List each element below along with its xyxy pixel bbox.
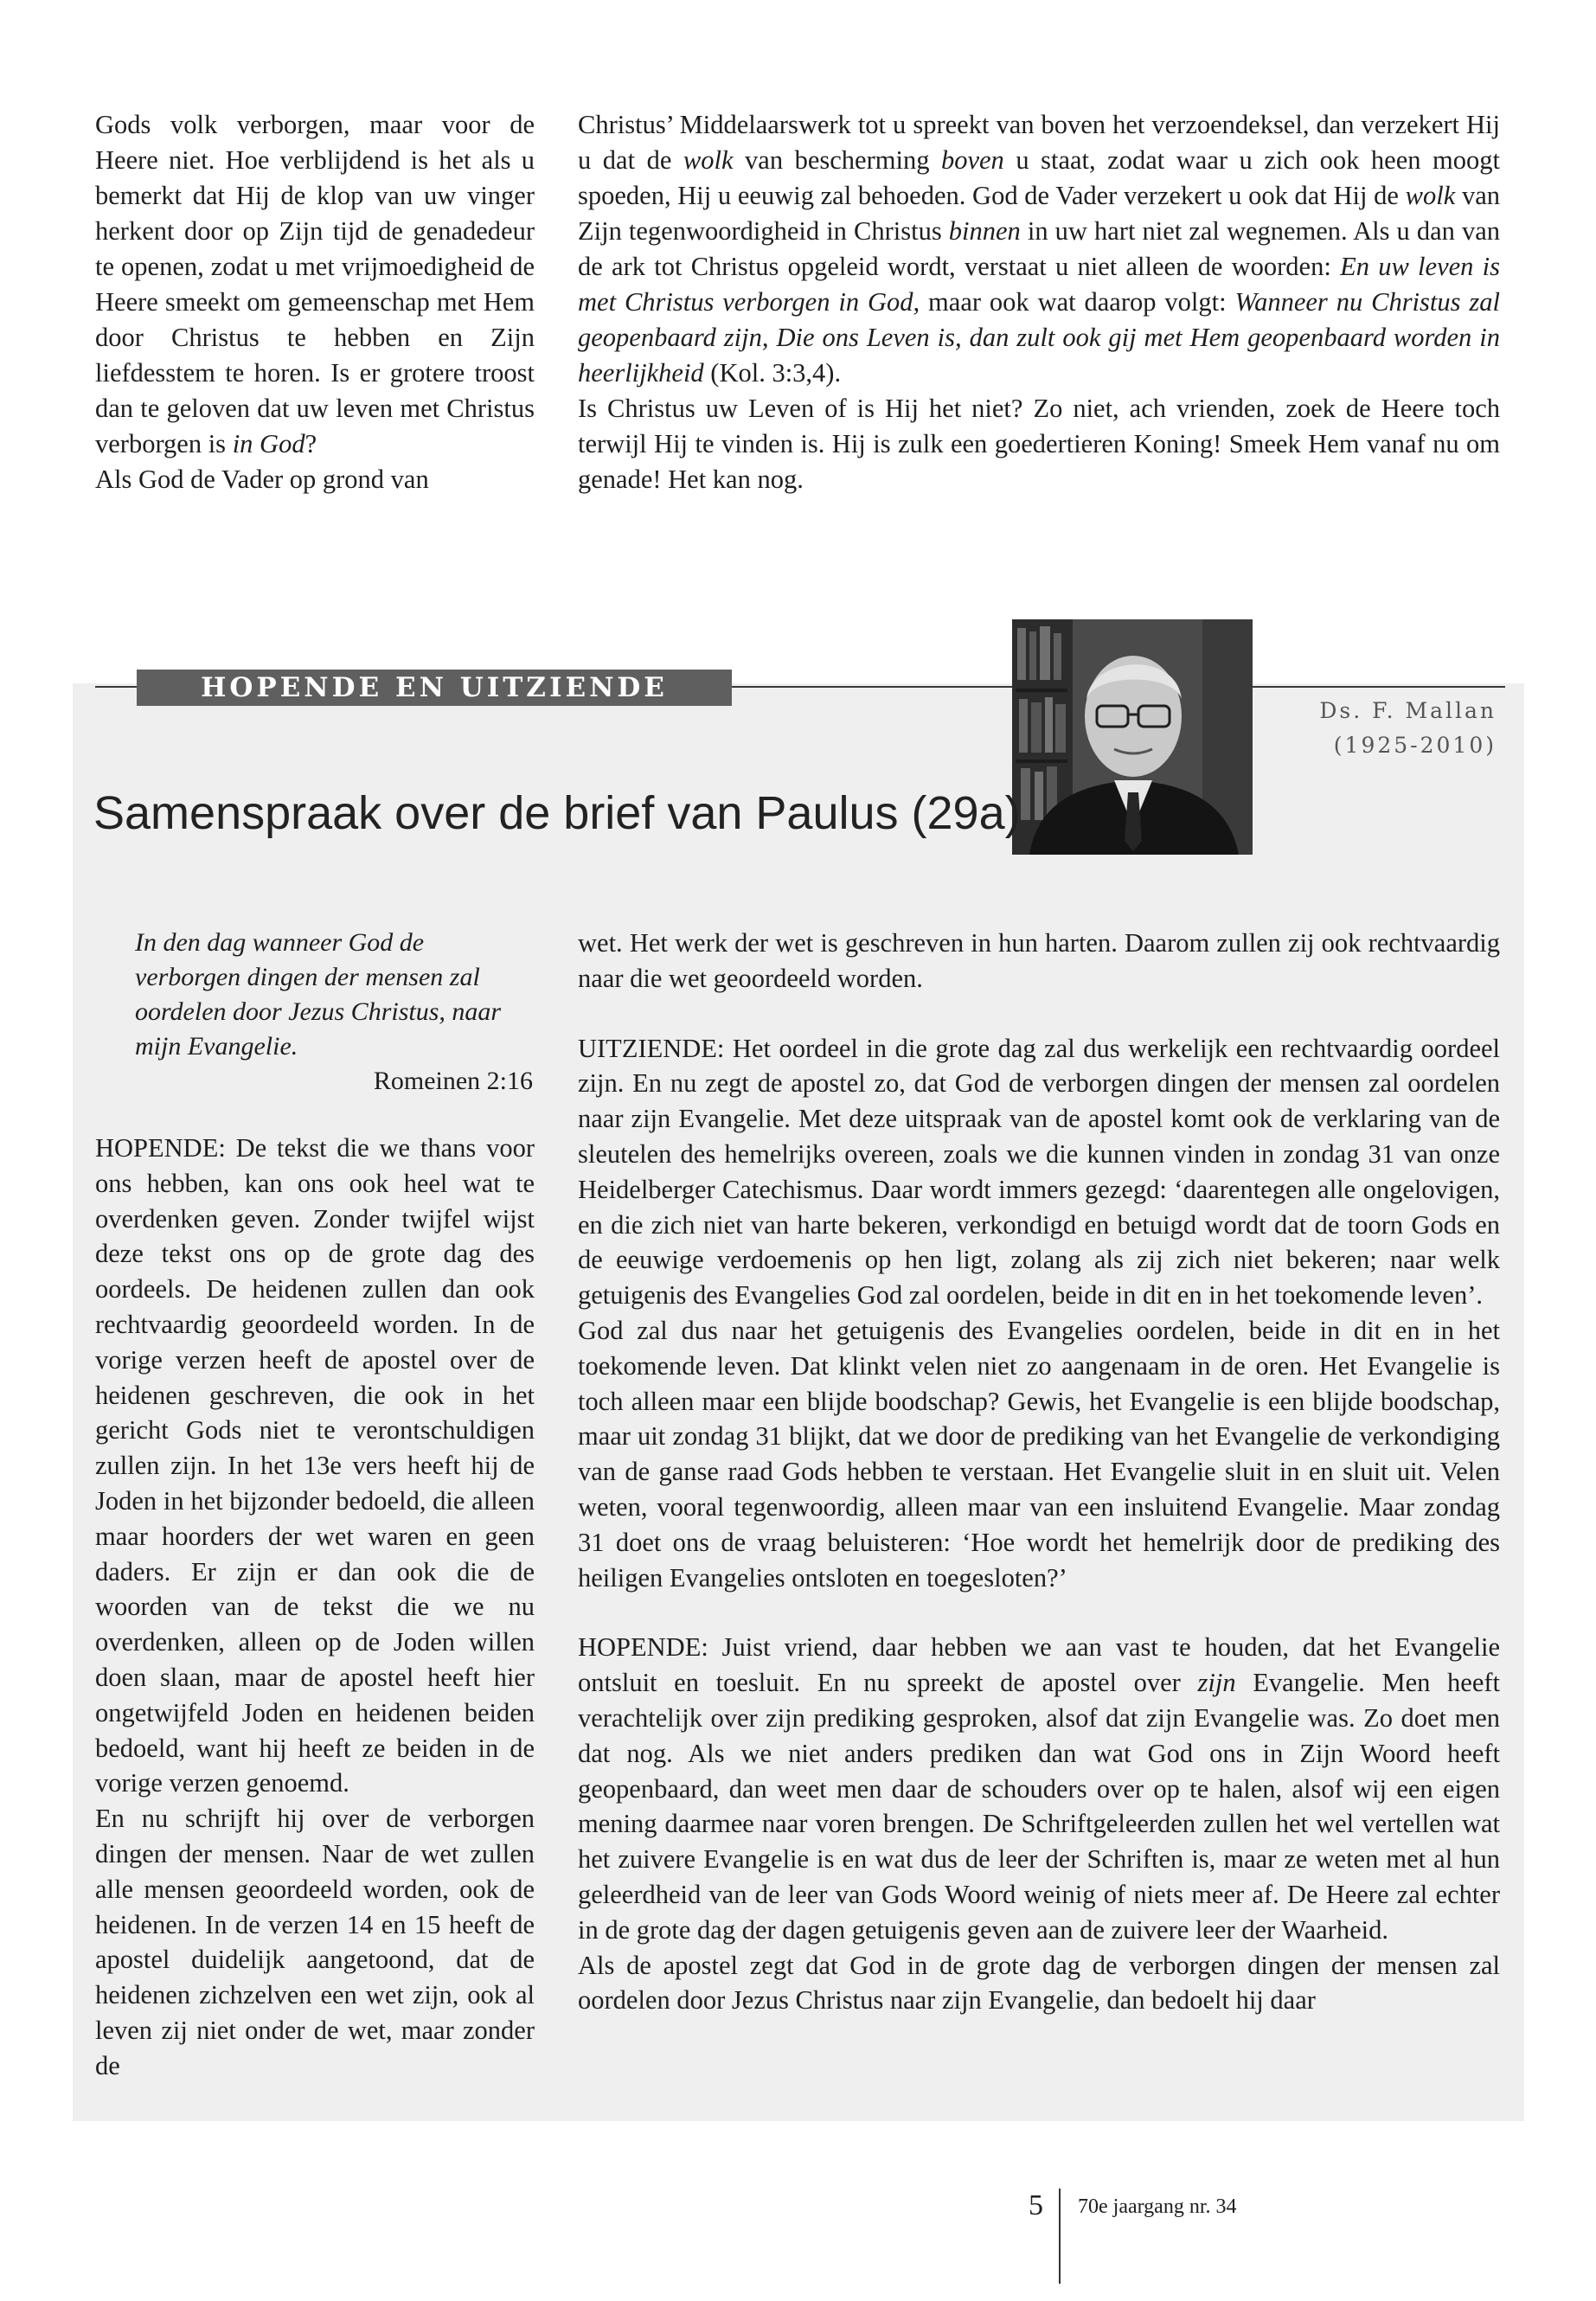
section-label: HOPENDE EN UITZIENDE	[137, 670, 732, 706]
author-portrait-photo	[1012, 619, 1253, 855]
italic-text: wolk	[1405, 181, 1456, 210]
text-run: Evangelie. Men heeft verachtelijk over zijn prediking gesproken, alsof dat zijn Evangelie was. Zo doet men dat nog. Als we niet anders prediken dan wat God ons in Zijn Woord heeft geopenbaard, dan weet men daar de schouders over op te halen, alsof wij een eigen mening daarmee naar voren brengen. De Schriftgeleerden zullen het wel vertellen wat het zuivere Evangelie is en wat dus de leer der Schriften is, maar ze weten met al hun geleerdheid van de leer van Gods Woord weinig of niets meer af. De Heere zal echter in de grote dag der dagen getuigenis geven aan de zuivere leer der Waarheid.	[578, 1668, 1500, 1945]
motto-reference: Romeinen 2:16	[373, 1067, 533, 1095]
text-run: God zal dus naar het getuigenis des Evangelies oordelen, beide in dit en in het toekomende leven. Dat klinkt velen niet zo aangenaam in de oren. Het Evangelie is toch alleen maar een blijde boodschap? Gewis, het Evangelie is een blijde boodschap, maar uit zondag 31 blijkt, dat we door de prediking van het Evangelie de verkondiging van de ganse raad Gods hebben te verstaan. Het Evangelie sluit in en sluit uit. Velen weten, vooral tegenwoordig, alleen maar van een insluitend Evangelie. Maar zondag 31 doet ons de vraag beluisteren: ‘Hoe wordt het hemelrijk door de prediking des heiligen Evangelies ontsloten en toegesloten?’	[578, 1315, 1500, 1593]
text-run: En nu schrijft hij over de verborgen dingen der mensen. Naar de wet zullen alle mensen geoordeeld worden, ook de heidenen. In de verzen 14 en 15 heeft de apostel duidelijk aangetoond, dat de heidenen zichzelven een wet zijn, ook al leven zij niet onder de wet, maar zonder de	[95, 1804, 535, 2080]
motto-text: In den dag wanneer God de verborgen dingen der mensen zal oordelen door Jezus Christus, naar mijn Evangelie.	[135, 928, 502, 1061]
issue-label: 70e jaargang nr. 34	[1078, 2195, 1237, 2218]
italic-text: zijn	[1197, 1668, 1236, 1698]
paragraph	[578, 391, 1500, 497]
italic-text: binnen	[948, 216, 1021, 246]
text-run: HOPENDE: De tekst die we thans voor ons hebben, kan ons ook heel wat te overdenken geven. Zonder twijfel wijst deze tekst ons op de grote dag des oordeels. De heidenen zullen dan ook rechtvaardig geoordeeld worden. In de vorige verzen heeft de apostel over de heidenen geschreven, die ook in het gericht Gods niet te verontschuldigen zullen zijn. In het 13e vers heeft hij de Joden in het bijzonder bedoeld, die alleen maar hoorders der wet waren en geen daders. Er zijn er dan ook die de woorden van de tekst die we nu overdenken, alleen op de Joden willen doen slaan, maar de apostel heeft hier ongetwijfeld Joden en heidenen beiden bedoeld, want hij heeft ze beiden in de vorige verzen genoemd.	[95, 1133, 535, 1798]
footer-divider	[1059, 2189, 1061, 2284]
paragraph	[95, 107, 535, 462]
text-run: HOPENDE: Juist vriend, daar hebben we aan vast te houden, dat het Evangelie ontsluit en toesluit. En nu spreekt de apostel over	[578, 1632, 1500, 1698]
paragraph	[578, 1630, 1500, 1947]
italic-text: wolk	[683, 145, 734, 175]
paragraph-gap	[578, 997, 1500, 1031]
page-number: 5	[1029, 2189, 1043, 2221]
text-run: in uw hart niet zal wegnemen. Als u dan van de ark tot Christus opgeleid wordt, verstaat u niet alleen de woorden:	[578, 216, 1500, 281]
author-name: Ds. F. Mallan	[1319, 698, 1497, 723]
text-run: (Kol. 3:3,4).	[703, 358, 842, 388]
italic-text: En uw leven is met Christus verborgen in God,	[578, 252, 1500, 317]
paragraph	[578, 926, 1500, 997]
article-right-column	[578, 926, 1500, 2018]
text-run: Als de apostel zegt dat God in de grote dag de verborgen dingen der mensen zal oordelen door Jezus Christus naar zijn Evangelie, dan bedoelt hij daar	[578, 1950, 1500, 2016]
paragraph	[95, 1131, 535, 1801]
paragraph-gap	[578, 1595, 1500, 1630]
text-run: Als God de Vader op grond van	[95, 465, 429, 494]
paragraph	[578, 1313, 1500, 1595]
paragraph	[578, 1948, 1500, 2019]
top-right-column	[578, 107, 1500, 497]
section-rule-right	[1253, 686, 1505, 688]
text-run: UITZIENDE: Het oordeel in die grote dag zal dus werkelijk een rechtvaardig oordeel zijn. En nu zegt de apostel zo, dat God de verborgen dingen der mensen zal oordelen naar zijn Evangelie. Met deze uitspraak van de apostel komt ook de verklaring van de sleutelen des hemelrijks overeen, zoals we die kunnen vinden in zondag 31 van onze Heidelberger Catechismus. Daar wordt immers gezegd: ‘daarentegen alle ongelovigen, en die zich niet van harte bekeren, verkondigd en betuigd wordt dat de toorn Gods en de eeuwige verdoemenis op hen ligt, zolang als zij zich niet bekeren; naar welk getuigenis des Evangelies God zal oordelen, beide in dit en in het toekomende leven’.	[578, 1033, 1500, 1311]
italic-text: boven	[940, 145, 1004, 175]
paragraph	[95, 1801, 535, 2083]
text-run: van bescherming	[733, 145, 941, 175]
paragraph	[578, 107, 1500, 391]
paragraph	[95, 462, 535, 497]
text-run: van Zijn tegenwoordigheid in Christus	[578, 181, 1500, 246]
author-byline	[1228, 694, 1497, 763]
text-run: Gods volk verborgen, maar voor de Heere niet. Hoe verblijdend is het als u bemerkt dat Hij de klop van uw vinger herkent door op Zijn tijd de genadedeur te openen, zodat u met vrijmoedigheid de Heere smeekt om gemeenschap met Hem door Christus te hebben en Zijn liefdesstem te horen. Is er grotere troost dan te geloven dat uw leven met Christus verborgen is	[95, 110, 535, 458]
text-run: maar ook wat daarop volgt:	[920, 287, 1235, 317]
text-run: wet. Het werk der wet is geschreven in hun harten. Daarom zullen zij ook rechtvaardig naar die wet geoordeeld worden.	[578, 928, 1500, 993]
text-run: u staat, zodat waar u zich ook heen moogt spoeden, Hij u eeuwig zal behoeden. God de Vader verzekert u ook dat Hij de	[578, 145, 1500, 210]
italic-text: Wanneer nu Christus zal geopenbaard zijn, Die ons Leven is, dan zult ook gij met Hem geopenbaard worden in heerlijkheid	[578, 287, 1500, 388]
text-run: ?	[304, 429, 317, 458]
article-title: Samenspraak over de brief van Paulus (29a)	[93, 787, 1021, 839]
text-run: Is Christus uw Leven of is Hij het niet? Zo niet, ach vrienden, zoek de Heere toch terwijl Hij te vinden is. Hij is zulk een goedertieren Koning! Smeek Hem vanaf nu om genade! Het kan nog.	[578, 394, 1500, 494]
top-left-column	[95, 107, 535, 497]
paragraph	[578, 1031, 1500, 1313]
article-left-column	[95, 1131, 535, 2084]
text-run: Christus’ Middelaarswerk tot u spreekt van boven het verzoendeksel, dan verzekert Hij u dat de	[578, 110, 1500, 175]
author-portrait	[1012, 619, 1253, 855]
author-years: (1925-2010)	[1333, 733, 1497, 758]
italic-text: in God	[232, 429, 305, 458]
